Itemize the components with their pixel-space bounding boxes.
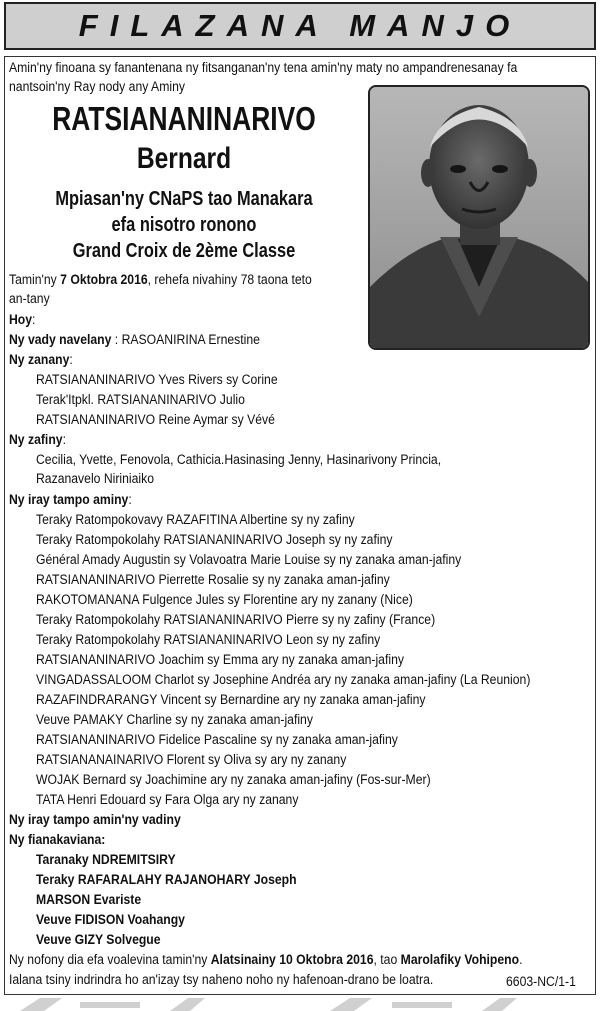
- death-suffix: , rehefa nivahiny 78 taona teto: [147, 272, 312, 288]
- deceased-title-3: Grand Croix de 2ème Classe: [72, 240, 296, 262]
- deceased-photo: [368, 85, 590, 350]
- sibling-item: Général Amady Augustin sy Volavoatra Marie Louise sy ny zanaka aman-jafiny: [36, 552, 462, 568]
- funeral-end: .: [519, 952, 523, 968]
- child-item: Terak'Itpkl. RATSIANANINARIVO Julio: [36, 392, 245, 408]
- grandchildren-line-1: Cecilia, Yvette, Fenovola, Cathicia.Hasinasing Jenny, Hasinarivony Princia,: [36, 452, 442, 468]
- funeral-place: Marolafiky Vohipeno: [400, 952, 520, 968]
- funeral-middle: , tao: [373, 952, 401, 968]
- intro-line-2: nantsoin'ny Ray nody any Aminy: [9, 79, 185, 95]
- death-line: [9, 271, 312, 289]
- sibling-item: RATSIANANAINARIVO Florent sy Oliva sy ary ny zanany: [36, 752, 347, 768]
- death-prefix: Tamin'ny: [9, 272, 61, 288]
- death-date: 7 Oktobra 2016: [60, 272, 148, 288]
- siblings-label: Ny iray tampo aminy: [9, 492, 129, 508]
- grandchildren-heading: Ny zafiny:: [9, 432, 66, 448]
- family-item: Veuve GIZY Solvegue: [36, 932, 161, 948]
- sibling-item: Teraky Ratompokovavy RAZAFITINA Albertine sy ny zafiny: [36, 512, 355, 528]
- sibling-item: Teraky Ratompokolahy RATSIANANINARIVO Joseph sy ny zafiny: [36, 532, 393, 548]
- children-heading: Ny zanany:: [9, 352, 73, 368]
- sibling-item: Teraky Ratompokolahy RATSIANANINARIVO Leon sy ny zafiny: [36, 632, 381, 648]
- sibling-item: VINGADASSALOOM Charlot sy Josephine Andréa ary ny zanaka aman-jafiny (La Reunion): [36, 672, 531, 688]
- child-item: RATSIANANINARIVO Reine Aymar sy Vévé: [36, 412, 275, 428]
- deceased-surname: RATSIANANINARIVO: [52, 100, 316, 137]
- hoy-line: Hoy:: [9, 312, 36, 328]
- footer-decoration: [0, 998, 600, 1011]
- deceased-title-1: Mpiasan'ny CNaPS tao Manakara: [55, 188, 313, 210]
- child-item: RATSIANANINARIVO Yves Rivers sy Corine: [36, 372, 278, 388]
- death-line-2: an-tany: [9, 291, 50, 307]
- sibling-item: RAZAFINDRARANGY Vincent sy Bernardine ary ny zanaka aman-jafiny: [36, 692, 426, 708]
- funeral-date: Alatsinainy 10 Oktobra 2016: [210, 952, 374, 968]
- sibling-item: RAKOTOMANANA Fulgence Jules sy Florentine ary ny zanany (Nice): [36, 592, 413, 608]
- grandchildren-line-2: Razanavelo Niriniaiko: [36, 471, 155, 487]
- grandchildren-label: Ny zafiny: [9, 432, 63, 448]
- spouse-line: [9, 331, 260, 349]
- family-item: MARSON Evariste: [36, 892, 142, 908]
- sibling-item: RATSIANANINARIVO Fidelice Pascaline sy ny zanaka aman-jafiny: [36, 732, 398, 748]
- closing-line: Ialana tsiny indrindra ho an'izay tsy naheno noho ny hafenoan-drano be loatra.: [9, 972, 434, 988]
- sibling-item: WOJAK Bernard sy Joachimine ary ny zanaka aman-jafiny (Fos-sur-Mer): [36, 772, 431, 788]
- portrait-image: [370, 87, 588, 348]
- family-heading: Ny fianakaviana:: [9, 832, 106, 848]
- family-item: Veuve FIDISON Voahangy: [36, 912, 185, 928]
- header-title: FILAZANA MANJO: [78, 8, 522, 43]
- siblings-heading: Ny iray tampo aminy:: [9, 492, 132, 508]
- spouse-value: : RASOANIRINA Ernestine: [111, 332, 260, 348]
- funeral-line: [9, 951, 522, 969]
- sibling-item: Teraky Ratompokolahy RATSIANANINARIVO Pierre sy ny zafiny (France): [36, 612, 436, 628]
- sibling-item: RATSIANANINARIVO Pierrette Rosalie sy ny zanaka aman-jafiny: [36, 572, 390, 588]
- header-banner: [4, 2, 596, 50]
- hoy-label: Hoy: [9, 312, 33, 328]
- children-label: Ny zanany: [9, 352, 70, 368]
- sibling-item: TATA Henri Edouard sy Fara Olga ary ny zanany: [36, 792, 299, 808]
- deceased-title-2: efa nisotro ronono: [111, 214, 257, 236]
- funeral-prefix: Ny nofony dia efa voalevina tamin'ny: [9, 952, 211, 968]
- family-item: Teraky RAFARALAHY RAJANOHARY Joseph: [36, 872, 297, 888]
- reference-code: 6603-NC/1-1: [506, 974, 576, 990]
- deceased-firstname: Bernard: [136, 142, 232, 175]
- spouse-label: Ny vady navelany: [9, 332, 112, 348]
- intro-line-1: Amin'ny finoana sy fanantenana ny fitsanganan'ny tena amin'ny maty no ampandrenesanay fa: [9, 60, 518, 76]
- sibling-item: RATSIANANINARIVO Joachim sy Emma ary ny zanaka aman-jafiny: [36, 652, 404, 668]
- family-item: Taranaky NDREMITSIRY: [36, 852, 176, 868]
- spouse-siblings-heading: Ny iray tampo amin'ny vadiny: [9, 812, 181, 828]
- sibling-item: Veuve PAMAKY Charline sy ny zanaka aman-jafiny: [36, 712, 313, 728]
